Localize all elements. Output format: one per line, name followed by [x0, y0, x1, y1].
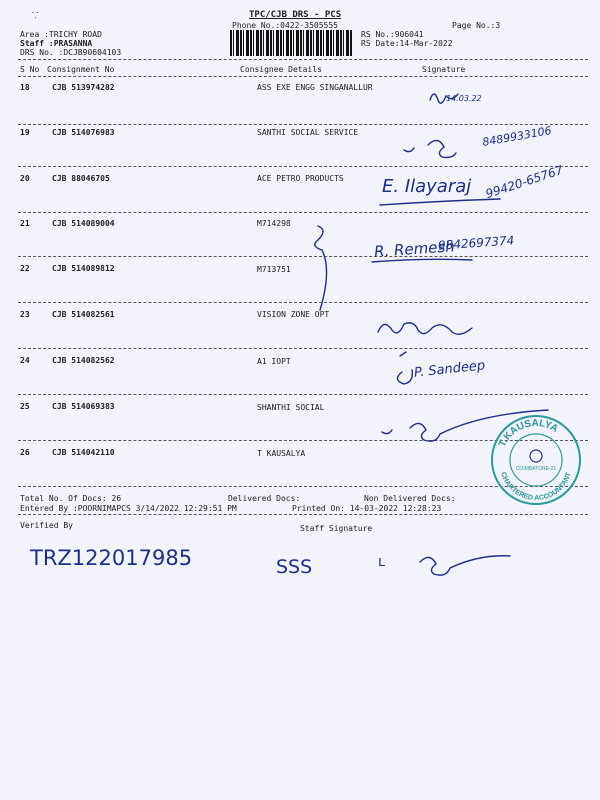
printed-on: Printed On: 14-03-2022 12:28:23: [292, 504, 442, 513]
non-delivered-docs: Non Delivered Docs:: [364, 494, 456, 503]
signature-row23: [378, 323, 472, 334]
rs-number: RS No.:906041: [361, 30, 424, 39]
row-consignee: SANTHI SOCIAL SERVICE: [257, 128, 359, 137]
handwritten-phone: 8489933106: [481, 124, 553, 149]
handwritten-date: 14.03.22: [446, 94, 482, 103]
row-consignee: M713751: [257, 265, 291, 274]
signature-underline: [380, 199, 500, 205]
ca-stamp: [488, 412, 584, 508]
page-title: TPC/CJB DRS - PCS: [249, 10, 342, 20]
handwritten-name: R. Remesh: [373, 237, 456, 261]
row-sno: 18: [20, 83, 30, 92]
signature-bottom: [420, 556, 510, 575]
stamp-name: T.KAUSALYA: [497, 417, 560, 449]
col-signature: Signature: [422, 65, 466, 74]
svg-text:T.KAUSALYA: [497, 418, 560, 449]
drs-number: DRS No. :DCJB90604103: [20, 48, 122, 57]
handwritten-initials: SSS: [276, 556, 313, 578]
row-sno: 23: [20, 310, 30, 319]
row-consignment: CJB 88046705: [52, 174, 110, 183]
col-consignment: Consignment No: [47, 65, 115, 74]
row-consignee: SHANTHI SOCIAL: [257, 403, 325, 412]
row-consignee: A1 IOPT: [257, 357, 291, 366]
divider: [18, 514, 588, 515]
signature-mark: [404, 148, 414, 152]
signature-tick: [400, 352, 406, 356]
stamp-center-text: COIMBATORE-21: [515, 466, 557, 472]
staff-label: Staff :PRASANNA: [20, 39, 93, 48]
page-number: Page No.:3: [452, 21, 501, 30]
corner-mark: ⸪: [32, 11, 39, 20]
row-sno: 26: [20, 448, 30, 457]
row-consignment: CJB 514042110: [52, 448, 115, 457]
row-consignment: CJB 513974282: [52, 83, 115, 92]
phone-number: Phone No.:0422-3505555: [232, 21, 338, 30]
verified-by-label: Verified By: [20, 521, 73, 530]
col-consignee: Consignee Details: [240, 65, 322, 74]
rs-date: RS Date:14-Mar-2022: [361, 39, 453, 48]
handwritten-reference: TRZ122017985: [30, 546, 193, 570]
row-sno: 24: [20, 356, 30, 365]
row-consignment: CJB 514069383: [52, 402, 115, 411]
row-sno: 20: [20, 174, 30, 183]
area-label: Area :TRICHY ROAD: [20, 30, 102, 39]
signature-mark: [382, 430, 392, 434]
row-sno: 21: [20, 219, 30, 228]
handwritten-name: P. Sandeep: [413, 358, 486, 381]
col-sno: S No: [20, 65, 40, 74]
staff-signature-label: Staff Signature: [300, 524, 373, 533]
row-consignee: M714298: [257, 219, 291, 228]
handwritten-mark: ʟ: [378, 554, 386, 570]
row-consignee: ACE PETRO PRODUCTS: [257, 174, 344, 183]
row-sno: 22: [20, 264, 30, 273]
total-docs: Total No. Of Docs: 26: [20, 494, 122, 503]
handwritten-name: E. Ilayaraj: [382, 176, 472, 197]
row-consignment: CJB 514089004: [52, 219, 115, 228]
row-consignee: ASS EXE ENGG SINGANALLUR: [257, 83, 373, 92]
handwritten-phone: 99420-65767: [483, 162, 565, 202]
signature-row19: [428, 140, 456, 157]
row-consignment: CJB 514082562: [52, 356, 115, 365]
row-sno: 19: [20, 128, 30, 137]
signature-row24-mark: [397, 370, 412, 384]
stamp-bottom-text: CHARTERED ACCOUNTANT: [499, 471, 573, 503]
row-consignee: VISION ZONE OPT: [257, 310, 330, 319]
row-consignment: CJB 514089812: [52, 264, 115, 273]
row-consignment: CJB 514076983: [52, 128, 115, 137]
row-consignee: T KAUSALYA: [257, 449, 306, 458]
row-consignment: CJB 514082561: [52, 310, 115, 319]
bracket-mark: [315, 226, 327, 310]
entered-by: Entered By :POORNIMAPCS 3/14/2022 12:29:51 PM: [20, 504, 237, 513]
row-sno: 25: [20, 402, 30, 411]
delivered-docs: Delivered Docs:: [228, 494, 301, 503]
handwritten-phone: 9842697374: [437, 233, 515, 253]
